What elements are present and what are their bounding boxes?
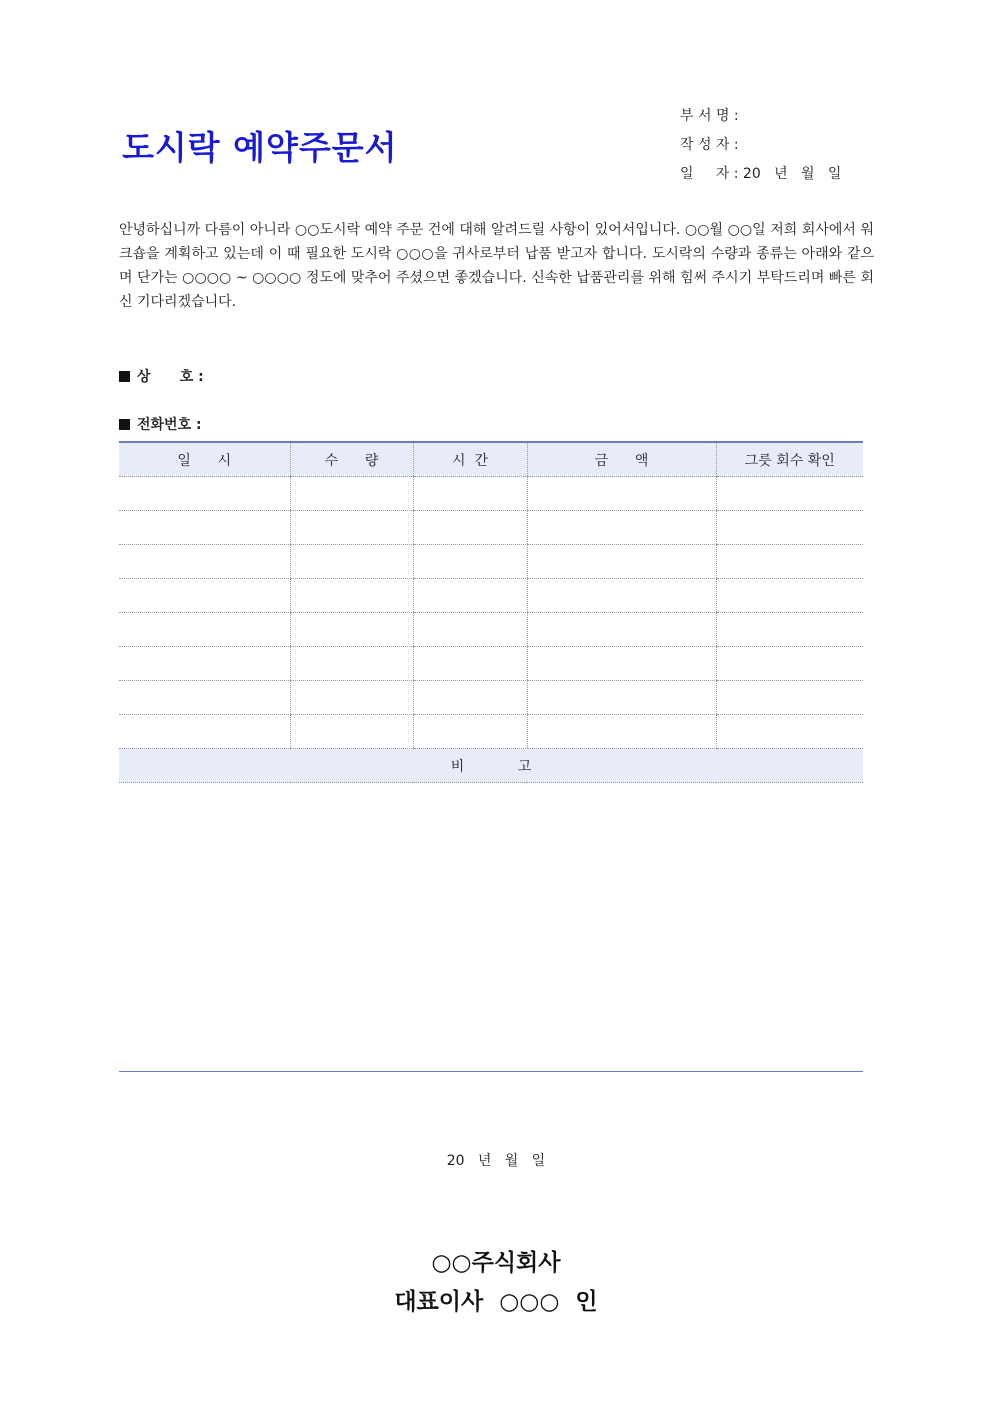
table-cell[interactable] xyxy=(527,681,716,715)
table-cell[interactable] xyxy=(527,477,716,511)
order-table xyxy=(119,441,863,783)
table-cell[interactable] xyxy=(413,477,527,511)
table-cell[interactable] xyxy=(290,511,413,545)
header-dish-return: 그릇 회수 확인 xyxy=(716,442,863,477)
table-cell[interactable] xyxy=(716,715,863,749)
table-row xyxy=(119,545,863,579)
department-field: 부 서 명 : xyxy=(680,108,739,124)
table-cell[interactable] xyxy=(119,477,290,511)
square-bullet-icon xyxy=(119,419,130,430)
table-cell[interactable] xyxy=(290,647,413,681)
table-cell[interactable] xyxy=(716,545,863,579)
table-cell[interactable] xyxy=(716,579,863,613)
table-row xyxy=(119,681,863,715)
remark-header: 비 고 xyxy=(119,749,863,783)
intro-paragraph: 안녕하십니까 다름이 아니라 ○○도시락 예약 주문 건에 대해 알려드릴 사항이 있어서입니다. ○○월 ○○일 저희 회사에서 워크숍을 계획하고 있는데 이 때 필요한 도시락 ○○○을 귀사로부터 납품 받고자 합니다. 도시락의 수량과 종류는 아래와 같으며 단가는 ○○○○ ~ ○○○○ 정도에 맞추어 주셨으면 좋겠습니다. 신속한 납품관리를 위해 힘써 주시기 부탁드리며 빠른 회신 기다리겠습니다. xyxy=(119,222,874,310)
table-cell[interactable] xyxy=(119,715,290,749)
header-amount: 금 액 xyxy=(527,442,716,477)
table-body xyxy=(119,477,863,783)
representative-signature: 대표이사 ○○○ 인 xyxy=(394,1289,598,1315)
table-cell[interactable] xyxy=(290,477,413,511)
table-row xyxy=(119,715,863,749)
table-cell[interactable] xyxy=(527,613,716,647)
table-cell[interactable] xyxy=(527,579,716,613)
table-cell[interactable] xyxy=(716,477,863,511)
table-cell[interactable] xyxy=(527,715,716,749)
table-cell[interactable] xyxy=(716,647,863,681)
author-field: 작 성 자 : xyxy=(680,137,739,153)
table-cell[interactable] xyxy=(527,647,716,681)
company-name-label: 상 호 : xyxy=(137,369,204,385)
table-cell[interactable] xyxy=(290,613,413,647)
table-cell[interactable] xyxy=(716,511,863,545)
table-header-row xyxy=(119,442,863,477)
table-cell[interactable] xyxy=(119,647,290,681)
table-row xyxy=(119,613,863,647)
table-cell[interactable] xyxy=(290,545,413,579)
page-title: 도시락 예약주문서 xyxy=(122,128,398,167)
header-datetime: 일 시 xyxy=(119,442,290,477)
table-cell[interactable] xyxy=(413,579,527,613)
company-signature: ○○주식회사 xyxy=(431,1250,561,1276)
date-field: 일 자 : 20 년 월 일 xyxy=(680,166,842,182)
phone-label: 전화번호 : xyxy=(137,417,202,433)
table-cell[interactable] xyxy=(119,545,290,579)
table-cell[interactable] xyxy=(290,579,413,613)
table-row xyxy=(119,477,863,511)
table-cell[interactable] xyxy=(716,681,863,715)
table-cell[interactable] xyxy=(290,681,413,715)
table-cell[interactable] xyxy=(413,647,527,681)
table-row xyxy=(119,511,863,545)
table-row xyxy=(119,647,863,681)
company-name-field xyxy=(119,366,204,386)
header-quantity: 수 량 xyxy=(290,442,413,477)
remark-area-divider xyxy=(119,1071,863,1072)
table-cell[interactable] xyxy=(413,511,527,545)
phone-field xyxy=(119,414,202,434)
table-cell[interactable] xyxy=(413,545,527,579)
table-cell[interactable] xyxy=(527,511,716,545)
remark-row xyxy=(119,749,863,783)
header-time: 시 간 xyxy=(413,442,527,477)
table-cell[interactable] xyxy=(119,579,290,613)
table-cell[interactable] xyxy=(413,613,527,647)
table-cell[interactable] xyxy=(527,545,716,579)
document-meta xyxy=(680,102,841,189)
table-cell[interactable] xyxy=(119,511,290,545)
table-cell[interactable] xyxy=(716,613,863,647)
table-cell[interactable] xyxy=(290,715,413,749)
table-row xyxy=(119,579,863,613)
table-cell[interactable] xyxy=(119,681,290,715)
square-bullet-icon xyxy=(119,371,130,382)
table-cell[interactable] xyxy=(413,715,527,749)
table-cell[interactable] xyxy=(413,681,527,715)
table-cell[interactable] xyxy=(119,613,290,647)
footer-date: 20 년 월 일 xyxy=(446,1153,546,1169)
